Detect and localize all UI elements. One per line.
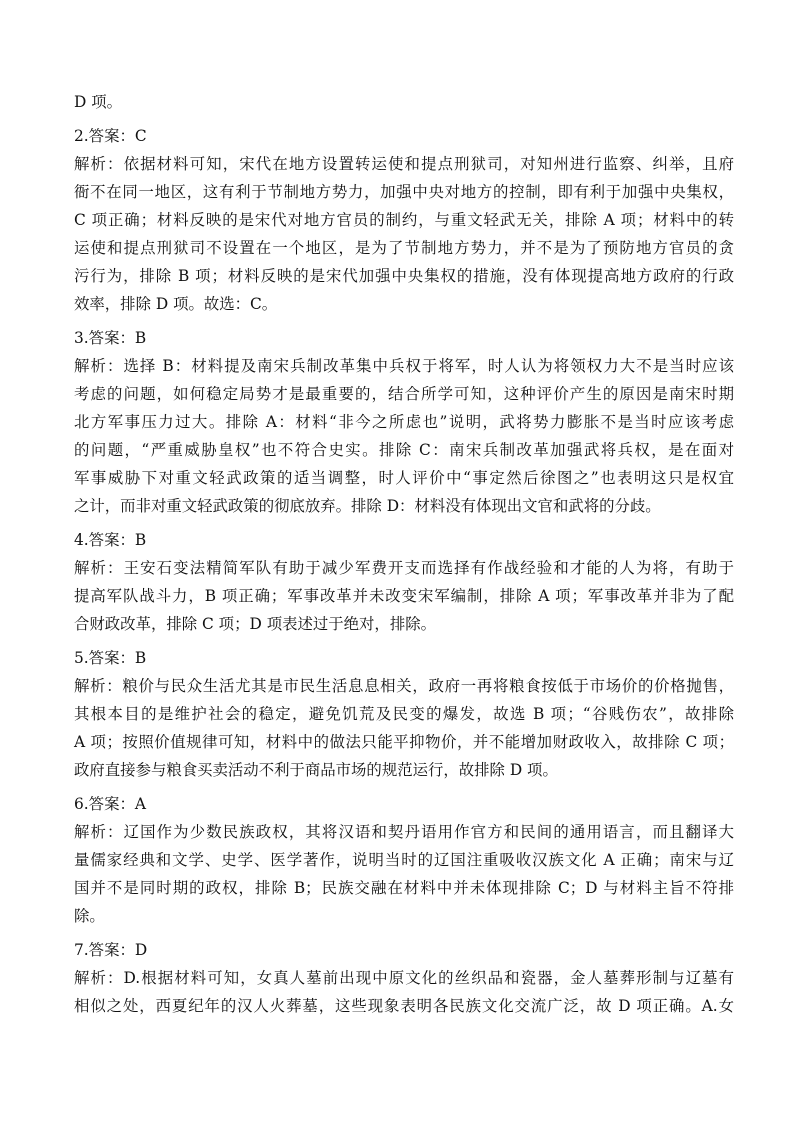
analysis-line: 军事威胁下对重文轻武政策的适当调整，时人评价中“事定然后徐图之”也表明这只是权宜: [74, 469, 734, 487]
answer-item-6: [74, 790, 734, 930]
analysis-line: 量儒家经典和文学、史学、医学著作，说明当时的辽国注重吸收汉族文化 A 正确；南宋与辽: [74, 851, 734, 869]
answer-item-5: [74, 644, 734, 784]
answer-heading: 5.答案：B: [74, 649, 147, 667]
answer-heading: 7.答案：D: [74, 941, 148, 959]
analysis-line: 考虑的问题，如何稳定局势才是最重要的，结合所学可知，这种评价产生的原因是南宋时期: [74, 385, 734, 403]
analysis-line: 运使和提点刑狱司不设置在一个地区，是为了节制地方势力，并不是为了预防地方官员的贪: [74, 239, 734, 257]
analysis-line: 政府直接参与粮食买卖活动不利于商品市场的规范运行，故排除 D 项。: [74, 761, 558, 779]
analysis-line: C 项正确；材料反映的是宋代对地方官员的制约，与重文轻武无关，排除 A 项；材料中的转: [74, 211, 734, 229]
analysis-line: 解析：依据材料可知，宋代在地方设置转运使和提点刑狱司，对知州进行监察、纠举，且府: [74, 155, 734, 173]
answer-item-7: [74, 936, 734, 1020]
analysis-line: 解析：D.根据材料可知，女真人墓前出现中原文化的丝织品和瓷器，金人墓葬形制与辽墓有: [74, 969, 734, 987]
answer-item-3: [74, 324, 734, 520]
analysis-line: 的问题，“严重威胁皇权”也不符合史实。排除 C：南宋兵制改革加强武将兵权，是在面对: [74, 441, 734, 459]
analysis-line: 解析：辽国作为少数民族政权，其将汉语和契丹语用作官方和民间的通用语言，而且翻译大: [74, 823, 734, 841]
answer-heading: 2.答案：C: [74, 127, 147, 145]
answer-item-2: [74, 122, 734, 318]
analysis-line: 效率，排除 D 项。故选：C。: [74, 295, 278, 313]
analysis-line: 提高军队战斗力，B 项正确；军事改革并未改变宋军编制，排除 A 项；军事改革并非为了配: [74, 587, 734, 605]
analysis-line: 之计，而非对重文轻武政策的彻底放弃。排除 D：材料没有体现出文官和武将的分歧。: [74, 497, 661, 515]
analysis-line: 其根本目的是维护社会的稳定，避免饥荒及民变的爆发，故选 B 项；“谷贱伤农”，故排除: [74, 705, 734, 723]
answer-heading: 4.答案：B: [74, 531, 147, 549]
analysis-line: 北方军事压力过大。排除 A：材料“非今之所虑也”说明，武将势力膨胀不是当时应该考虑: [74, 413, 734, 431]
answer-heading: 6.答案：A: [74, 795, 146, 813]
analysis-line: 相似之处，西夏纪年的汉人火葬墓，这些现象表明各民族文化交流广泛，故 D 项正确。A.女: [74, 997, 734, 1015]
analysis-line: 解析：王安石变法精简军队有助于减少军费开支而选择有作战经验和才能的人为将，有助于: [74, 559, 734, 577]
analysis-line: 解析：粮价与民众生活尤其是市民生活息息相关，政府一再将粮食按低于市场价的价格抛售，: [74, 677, 734, 695]
pre-text: D 项。: [74, 93, 123, 111]
document-page: [74, 88, 734, 1020]
answer-item-4: [74, 526, 734, 638]
analysis-line: 合财政改革，排除 C 项；D 项表述过于绝对，排除。: [74, 615, 436, 633]
analysis-line: 国并不是同时期的政权，排除 B；民族交融在材料中并未体现排除 C；D 与材料主旨不符排: [74, 879, 734, 897]
analysis-line: 衙不在同一地区，这有利于节制地方势力，加强中央对地方的控制，即有利于加强中央集权，: [74, 183, 734, 201]
analysis-line: A 项；按照价值规律可知，材料中的做法只能平抑物价，并不能增加财政收入，故排除 C 项；: [74, 733, 734, 751]
analysis-line: 解析：选择 B：材料提及南宋兵制改革集中兵权于将军，时人认为将领权力大不是当时应该: [74, 357, 734, 375]
analysis-line: 污行为，排除 B 项；材料反映的是宋代加强中央集权的措施，没有体现提高地方政府的行政: [74, 267, 734, 285]
analysis-line: 除。: [74, 907, 105, 925]
answer-heading: 3.答案：B: [74, 329, 147, 347]
